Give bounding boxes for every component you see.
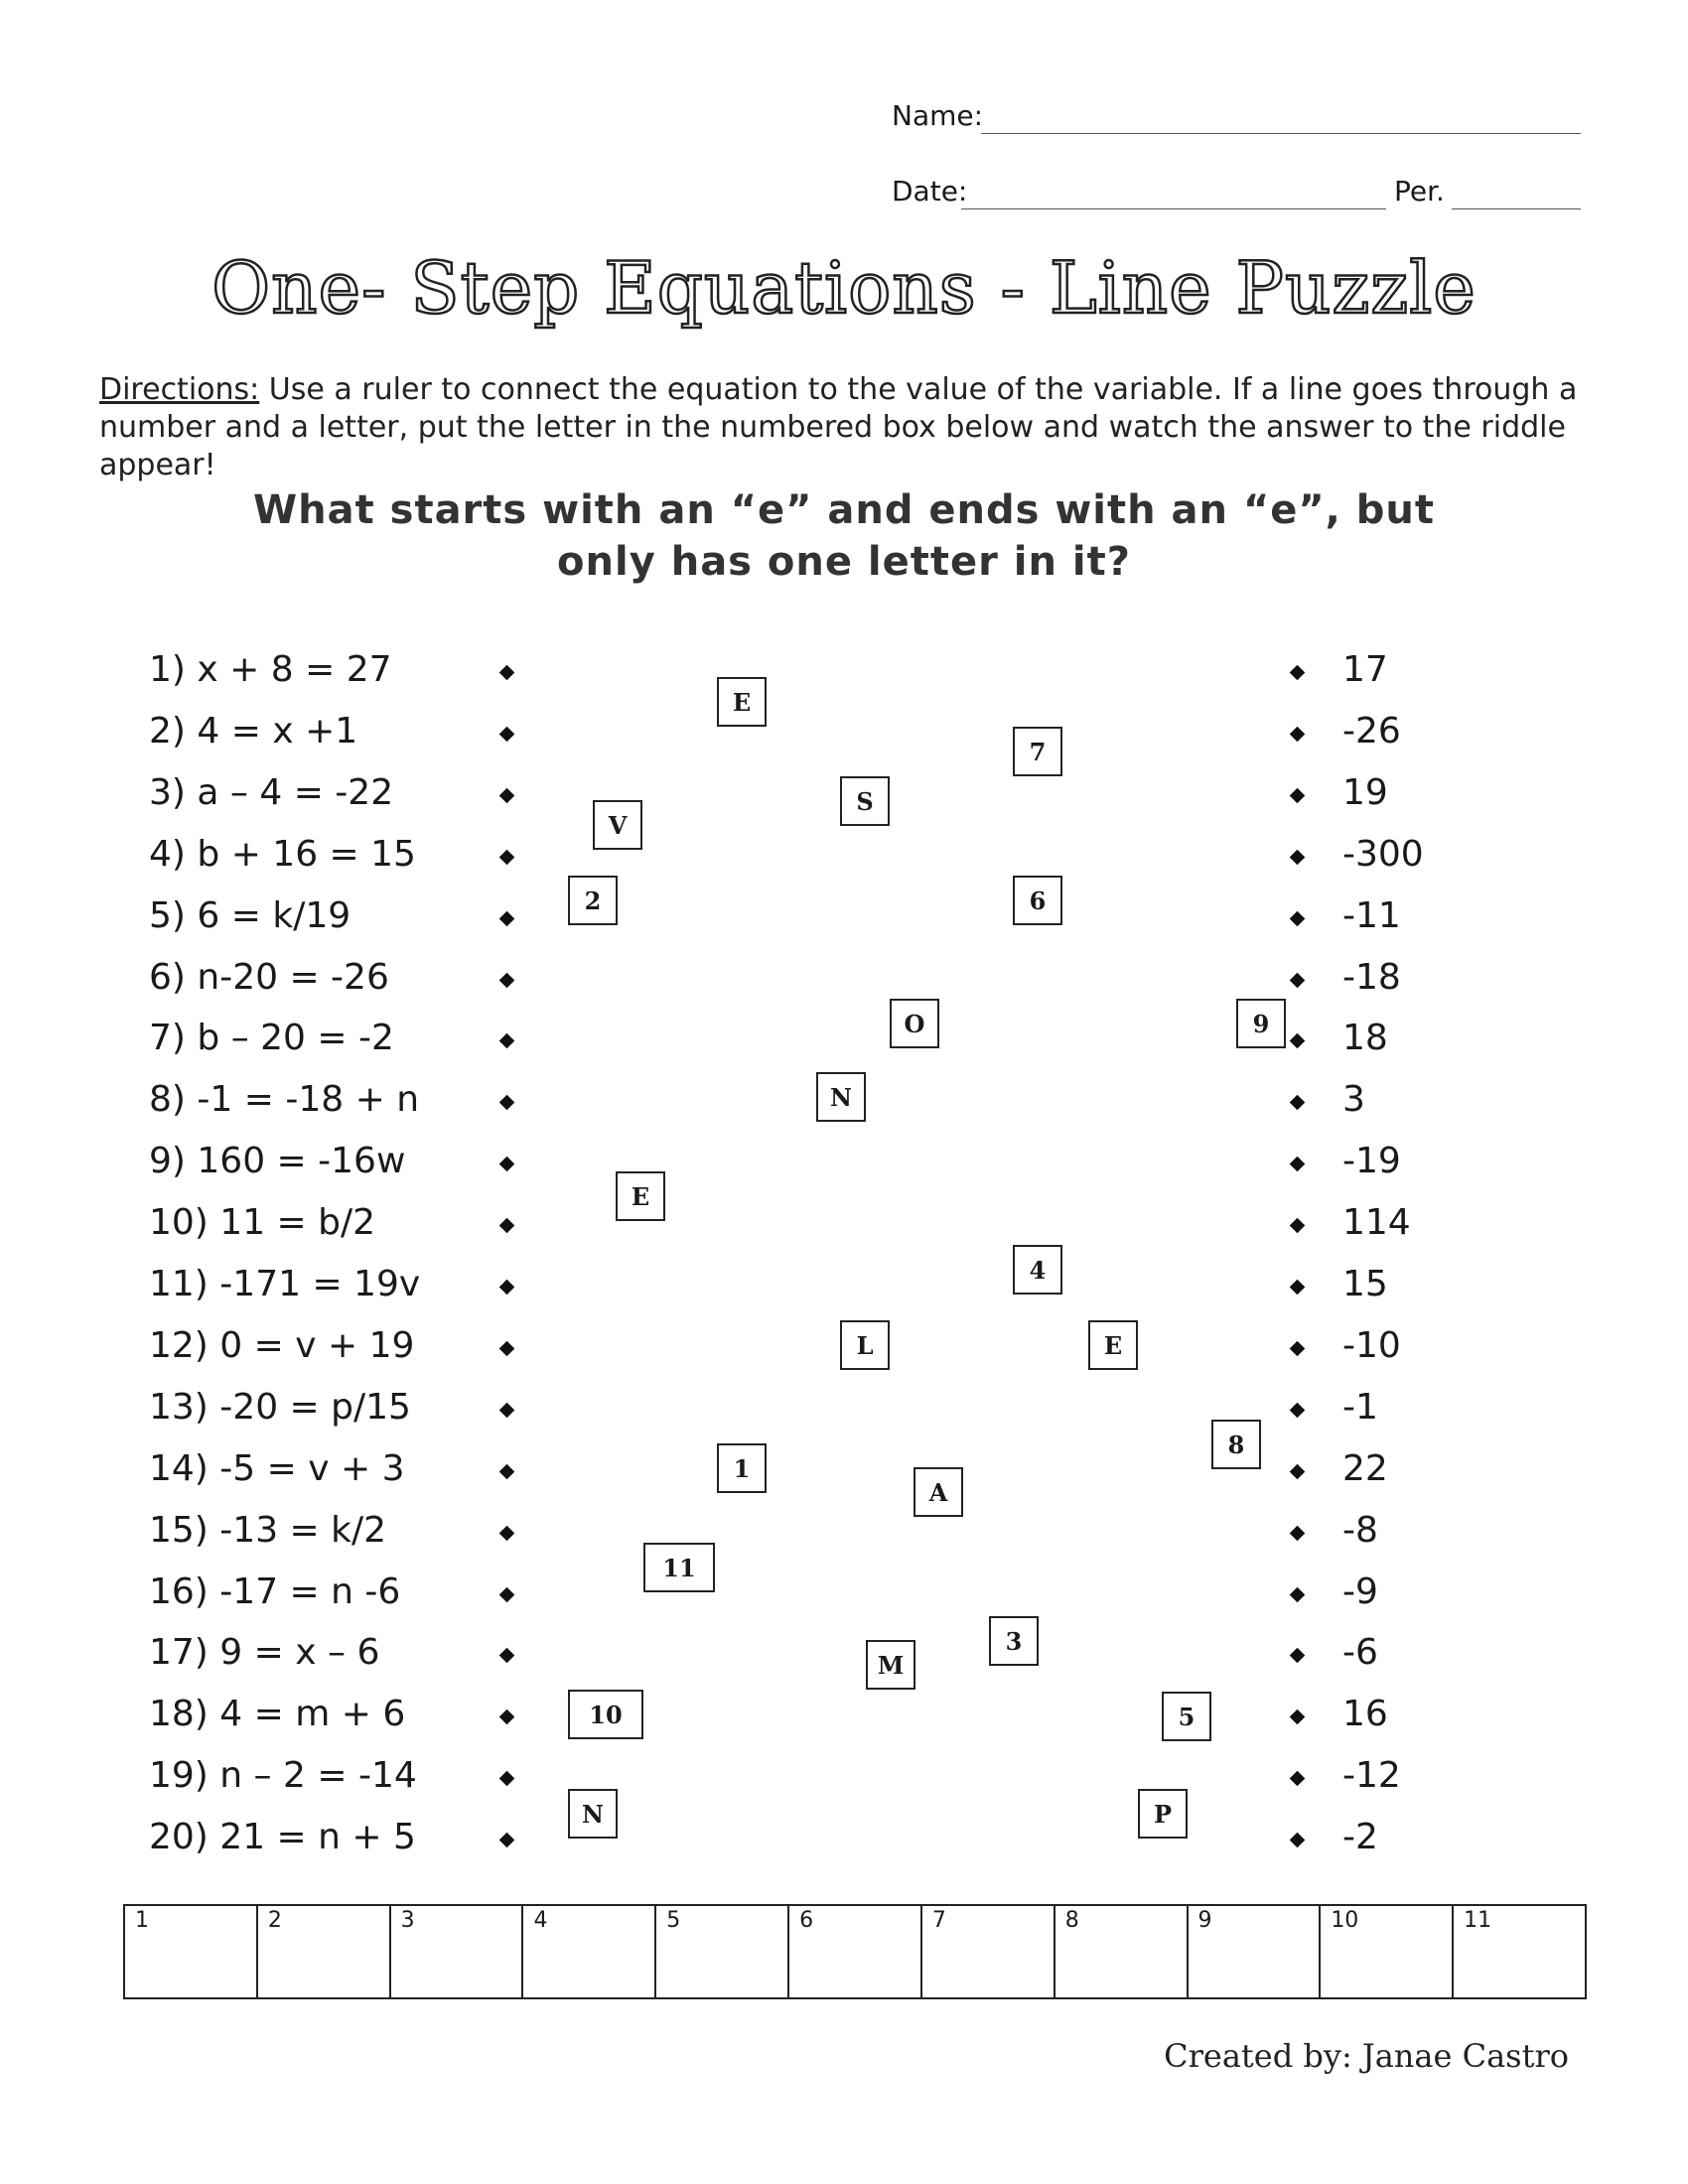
left-dot-5[interactable] xyxy=(499,910,515,926)
number-box-9: 9 xyxy=(1236,999,1286,1048)
answer-box-number: 9 xyxy=(1197,1908,1212,1933)
left-dot-1[interactable] xyxy=(499,665,515,681)
right-dot-17[interactable] xyxy=(1290,1648,1306,1664)
answer-row xyxy=(124,1905,1586,1998)
answer-box-1[interactable] xyxy=(124,1905,257,1998)
answer-value-3: 19 xyxy=(1342,771,1388,813)
left-dot-12[interactable] xyxy=(499,1341,515,1357)
left-dot-20[interactable] xyxy=(499,1833,515,1848)
equation-2: 2) 4 = x +1 xyxy=(149,710,358,751)
left-dot-13[interactable] xyxy=(499,1403,515,1419)
letter-box-2: S xyxy=(840,776,890,826)
date-field[interactable] xyxy=(961,208,1386,209)
number-box-3: 3 xyxy=(989,1616,1039,1666)
equation-7: 7) b – 20 = -2 xyxy=(149,1018,394,1059)
equation-11: 11) -171 = 19v xyxy=(149,1264,421,1304)
number-box-5: 5 xyxy=(1162,1692,1211,1741)
equation-20: 20) 21 = n + 5 xyxy=(149,1817,416,1858)
answer-box-number: 8 xyxy=(1064,1908,1079,1933)
answer-box-7[interactable] xyxy=(921,1905,1055,1998)
answer-value-8: 3 xyxy=(1342,1079,1365,1121)
date-label: Date: xyxy=(892,175,968,207)
answer-box-3[interactable] xyxy=(390,1905,523,1998)
right-dot-20[interactable] xyxy=(1290,1833,1306,1848)
left-dot-10[interactable] xyxy=(499,1218,515,1234)
left-dot-16[interactable] xyxy=(499,1586,515,1602)
right-dot-1[interactable] xyxy=(1290,665,1306,681)
equation-10: 10) 11 = b/2 xyxy=(149,1202,376,1244)
left-dot-8[interactable] xyxy=(499,1095,515,1111)
riddle-line-2: only has one letter in it? xyxy=(557,539,1131,585)
page-title: One- Step Equations - Line Puzzle xyxy=(211,246,1477,330)
right-dot-19[interactable] xyxy=(1290,1771,1306,1787)
left-dot-4[interactable] xyxy=(499,849,515,865)
left-dot-7[interactable] xyxy=(499,1033,515,1049)
answer-box-11[interactable] xyxy=(1453,1905,1586,1998)
right-dot-15[interactable] xyxy=(1290,1525,1306,1541)
answer-value-15: -8 xyxy=(1342,1509,1378,1551)
right-dot-3[interactable] xyxy=(1290,788,1306,804)
equation-3: 3) a – 4 = -22 xyxy=(149,771,394,813)
answer-value-13: -1 xyxy=(1342,1386,1378,1428)
period-label: Per. xyxy=(1394,175,1445,207)
answer-box-number: 11 xyxy=(1464,1908,1492,1933)
credit: Created by: Janae Castro xyxy=(1164,2037,1569,2075)
left-dot-9[interactable] xyxy=(499,1157,515,1172)
answer-value-14: 22 xyxy=(1342,1447,1388,1489)
equation-14: 14) -5 = v + 3 xyxy=(149,1447,405,1489)
answer-value-4: -300 xyxy=(1342,833,1424,875)
letter-box-9: E xyxy=(616,1171,665,1221)
number-box-4: 4 xyxy=(1013,1245,1062,1295)
letter-box-12: E xyxy=(1088,1320,1138,1370)
name-label: Name: xyxy=(892,99,984,132)
right-dot-16[interactable] xyxy=(1290,1586,1306,1602)
answer-value-1: 17 xyxy=(1342,649,1388,690)
letter-box-11: L xyxy=(840,1320,890,1370)
answer-box-number: 7 xyxy=(931,1908,946,1933)
letter-box-3: V xyxy=(593,800,642,850)
answer-box-9[interactable] xyxy=(1188,1905,1321,1998)
equation-4: 4) b + 16 = 15 xyxy=(149,833,416,875)
equation-19: 19) n – 2 = -14 xyxy=(149,1755,417,1797)
answer-box-number: 2 xyxy=(267,1908,282,1933)
answer-box-number: 4 xyxy=(533,1908,548,1933)
right-dot-10[interactable] xyxy=(1290,1218,1306,1234)
letter-box-8: N xyxy=(816,1072,866,1122)
left-dot-18[interactable] xyxy=(499,1709,515,1725)
directions-label: Directions: xyxy=(99,372,260,407)
right-dot-14[interactable] xyxy=(1290,1463,1306,1479)
letter-box-6: O xyxy=(890,999,939,1048)
name-field[interactable] xyxy=(981,133,1581,134)
answer-value-6: -18 xyxy=(1342,956,1401,998)
answer-value-9: -19 xyxy=(1342,1141,1401,1182)
equation-6: 6) n-20 = -26 xyxy=(149,956,389,998)
number-box-7: 7 xyxy=(1013,727,1062,776)
left-dot-19[interactable] xyxy=(499,1771,515,1787)
left-dot-3[interactable] xyxy=(499,788,515,804)
answer-value-12: -10 xyxy=(1342,1324,1401,1366)
answer-value-17: -6 xyxy=(1342,1632,1378,1674)
answer-box-5[interactable] xyxy=(655,1905,788,1998)
equation-8: 8) -1 = -18 + n xyxy=(149,1079,420,1121)
left-dot-11[interactable] xyxy=(499,1280,515,1296)
number-box-6: 6 xyxy=(1013,876,1062,925)
number-box-2: 2 xyxy=(568,876,618,925)
letter-box-15: A xyxy=(914,1467,963,1517)
answer-box-4[interactable] xyxy=(522,1905,655,1998)
right-dot-13[interactable] xyxy=(1290,1403,1306,1419)
answer-box-number: 6 xyxy=(799,1908,814,1933)
equation-15: 15) -13 = k/2 xyxy=(149,1509,387,1551)
right-dot-7[interactable] xyxy=(1290,1033,1306,1049)
left-dot-6[interactable] xyxy=(499,972,515,988)
answer-value-18: 16 xyxy=(1342,1694,1388,1735)
left-dot-14[interactable] xyxy=(499,1463,515,1479)
answer-value-16: -9 xyxy=(1342,1570,1378,1612)
left-dot-15[interactable] xyxy=(499,1525,515,1541)
riddle xyxy=(0,484,1688,588)
right-dot-4[interactable] xyxy=(1290,849,1306,865)
answer-value-5: -11 xyxy=(1342,894,1401,936)
number-box-8: 8 xyxy=(1211,1420,1261,1469)
answer-box-8[interactable] xyxy=(1055,1905,1188,1998)
period-field[interactable] xyxy=(1452,208,1581,209)
answer-value-2: -26 xyxy=(1342,710,1401,751)
directions xyxy=(99,371,1589,484)
equation-13: 13) -20 = p/15 xyxy=(149,1386,411,1428)
answer-boxes xyxy=(123,1904,1587,1999)
answer-box-number: 5 xyxy=(666,1908,681,1933)
right-dot-6[interactable] xyxy=(1290,972,1306,988)
equation-17: 17) 9 = x – 6 xyxy=(149,1632,380,1674)
answer-value-11: 15 xyxy=(1342,1264,1388,1304)
equation-16: 16) -17 = n -6 xyxy=(149,1570,401,1612)
answer-value-7: 18 xyxy=(1342,1018,1388,1059)
right-dot-11[interactable] xyxy=(1290,1280,1306,1296)
number-box-11: 11 xyxy=(643,1543,715,1592)
right-dot-12[interactable] xyxy=(1290,1341,1306,1357)
answer-box-2[interactable] xyxy=(257,1905,390,1998)
answer-box-number: 3 xyxy=(400,1908,415,1933)
answer-value-10: 114 xyxy=(1342,1202,1411,1244)
riddle-line-1: What starts with an “e” and ends with an “e”, but xyxy=(253,487,1435,533)
letter-box-22: P xyxy=(1138,1789,1188,1839)
answer-box-6[interactable] xyxy=(788,1905,921,1998)
right-dot-9[interactable] xyxy=(1290,1157,1306,1172)
letter-box-21: N xyxy=(568,1789,618,1839)
number-box-1: 1 xyxy=(717,1443,767,1493)
answer-value-20: -2 xyxy=(1342,1817,1378,1858)
equation-1: 1) x + 8 = 27 xyxy=(149,649,392,690)
answer-box-number: 10 xyxy=(1331,1908,1359,1933)
letter-box-0: E xyxy=(717,677,767,727)
answer-value-19: -12 xyxy=(1342,1755,1401,1797)
equation-18: 18) 4 = m + 6 xyxy=(149,1694,406,1735)
right-dot-5[interactable] xyxy=(1290,910,1306,926)
equation-9: 9) 160 = -16w xyxy=(149,1141,406,1182)
equation-5: 5) 6 = k/19 xyxy=(149,894,352,936)
directions-text: Use a ruler to connect the equation to the value of the variable. If a line goes through a number and a letter, put the letter in the numbered box below and watch the answer to the riddle appear! xyxy=(99,372,1578,482)
left-dot-2[interactable] xyxy=(499,727,515,743)
number-box-10: 10 xyxy=(568,1690,643,1739)
letter-box-18: M xyxy=(866,1640,915,1690)
left-dot-17[interactable] xyxy=(499,1648,515,1664)
answer-box-10[interactable] xyxy=(1320,1905,1453,1998)
equation-12: 12) 0 = v + 19 xyxy=(149,1324,415,1366)
right-dot-2[interactable] xyxy=(1290,727,1306,743)
right-dot-8[interactable] xyxy=(1290,1095,1306,1111)
right-dot-18[interactable] xyxy=(1290,1709,1306,1725)
answer-box-number: 1 xyxy=(135,1908,149,1933)
